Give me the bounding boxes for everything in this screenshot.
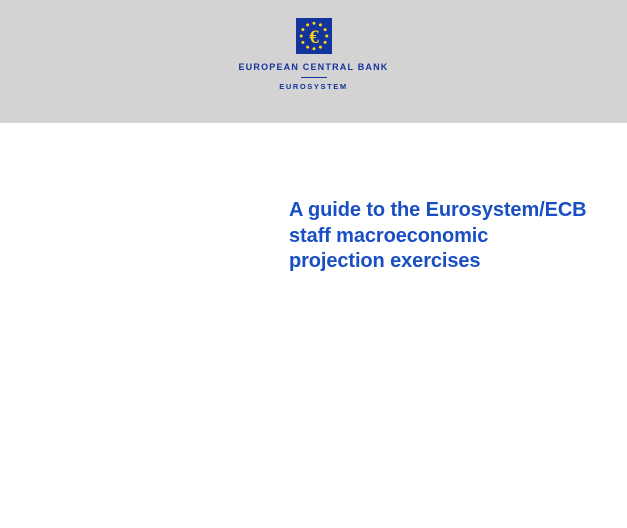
page-title: A guide to the Eurosystem/ECB staff macroeconomic projection exercises	[289, 199, 587, 272]
organisation-name: EUROPEAN CENTRAL BANK	[238, 62, 389, 72]
organisation-subtitle: EUROSYSTEM	[279, 82, 348, 91]
cover-body	[0, 123, 627, 528]
ecb-euro-logo-icon	[296, 18, 332, 54]
logo-divider	[301, 77, 327, 78]
ecb-logo-block	[0, 18, 627, 91]
svg-text:€: €	[308, 27, 319, 48]
header-banner	[0, 0, 627, 123]
